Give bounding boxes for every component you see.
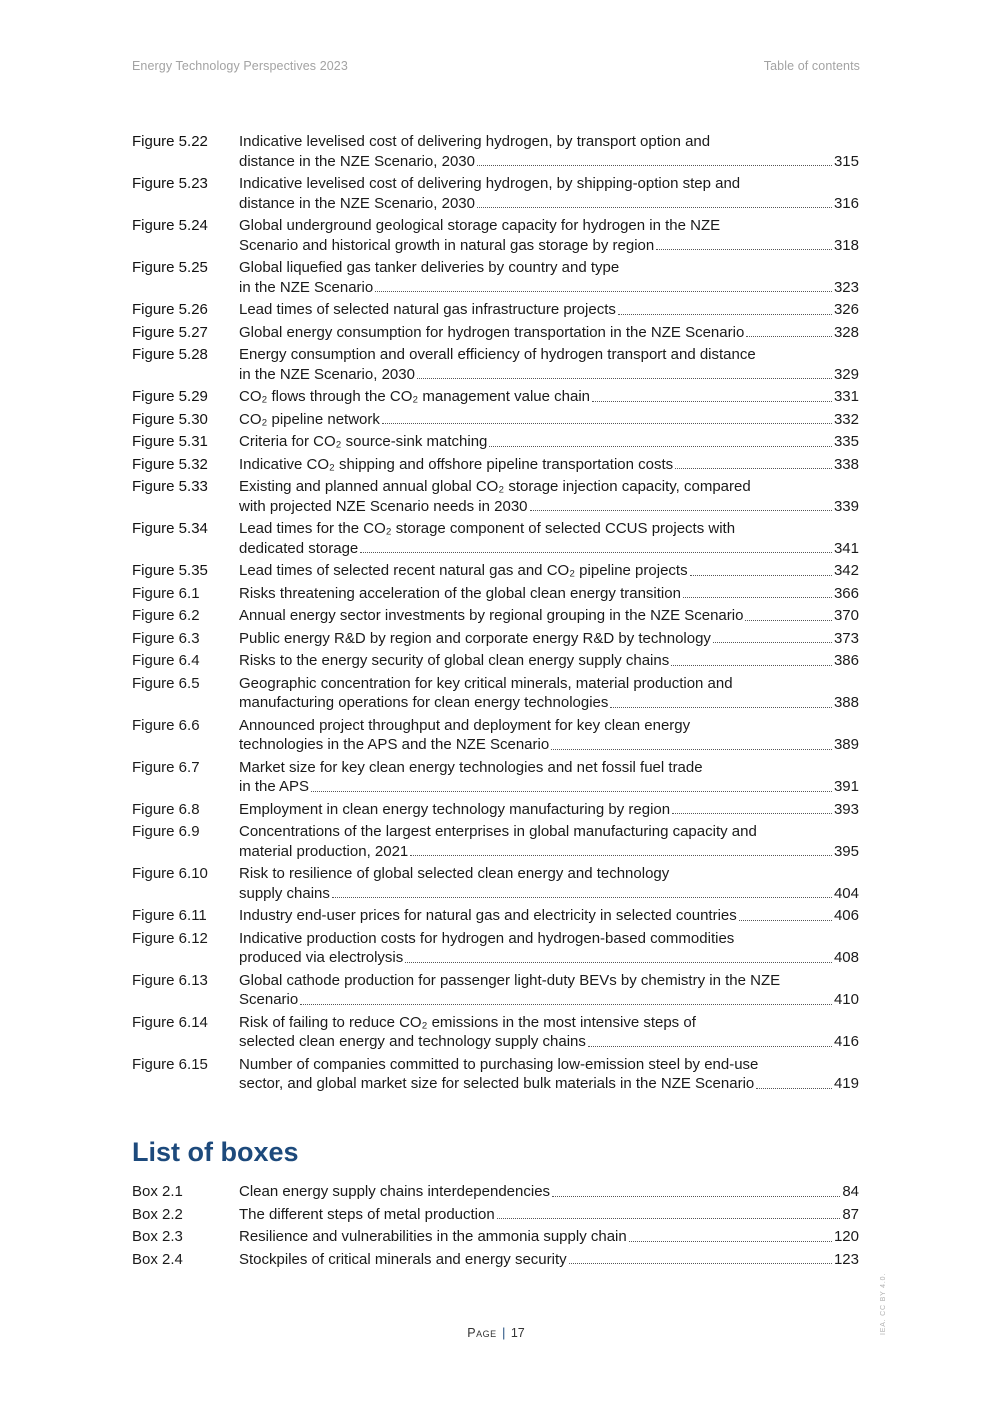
- entry-title-line: Clean energy supply chains interdependencies: [239, 1183, 551, 1200]
- entry-label: Figure 6.5: [132, 674, 200, 692]
- page-ref[interactable]: 338: [833, 455, 859, 473]
- entry-title-line: Stockpiles of critical minerals and energy security: [239, 1250, 567, 1268]
- entry-title: [239, 1013, 859, 1052]
- entry-title-line: Indicative production costs for hydrogen and hydrogen-based commodities: [239, 929, 735, 947]
- entry-title: [239, 1227, 859, 1247]
- entry-title-line: Lead times of selected natural gas infrastructure projects: [239, 301, 616, 318]
- toc-entry[interactable]: [132, 519, 859, 558]
- entry-label: Figure 5.27: [132, 323, 208, 341]
- page-ref[interactable]: 389: [833, 736, 859, 753]
- entry-title-line: manufacturing operations for clean energy technologies: [239, 694, 609, 711]
- entry-title: [239, 300, 859, 320]
- entry-label: Figure 6.1: [132, 584, 200, 602]
- entry-title-line: Market size for key clean energy technologies and net fossil fuel trade: [239, 758, 703, 776]
- running-header-title: Energy Technology Perspectives 2023: [132, 59, 348, 73]
- entry-label: Box 2.2: [132, 1205, 183, 1223]
- toc-entry[interactable]: [132, 1182, 859, 1202]
- toc-entry[interactable]: [132, 216, 859, 255]
- toc-entry[interactable]: [132, 345, 859, 384]
- entry-label: Figure 6.11: [132, 907, 207, 924]
- toc-entry[interactable]: [132, 132, 859, 171]
- dot-leader: [756, 1088, 832, 1089]
- entry-label: Figure 6.12: [132, 929, 208, 947]
- toc-entry[interactable]: [132, 387, 859, 407]
- entry-title-line: Energy consumption and overall efficiency of hydrogen transport and distance: [239, 346, 756, 363]
- entry-title: [239, 1182, 859, 1202]
- entry-label: Figure 5.29: [132, 388, 208, 405]
- entry-title-line: Criteria for CO₂ source-sink matching: [239, 433, 488, 450]
- entry-title-line: dedicated storage: [239, 539, 359, 557]
- entry-title-line: Public energy R&D by region and corporate energy R&D by technology: [239, 629, 711, 647]
- toc-entry[interactable]: [132, 629, 859, 649]
- entry-label: Figure 5.32: [132, 455, 208, 473]
- page-ref[interactable]: 419: [833, 1075, 859, 1092]
- page-number: 17: [510, 1326, 525, 1340]
- entry-title: [239, 1055, 859, 1094]
- entry-title-line: material production, 2021: [239, 842, 409, 860]
- entry-title: [239, 864, 859, 903]
- page-word: Page: [467, 1326, 497, 1340]
- dot-leader: [417, 378, 832, 379]
- toc-entry[interactable]: [132, 1227, 859, 1247]
- page-ref[interactable]: 404: [833, 884, 859, 902]
- page-ref[interactable]: 328: [833, 323, 859, 341]
- dot-leader: [683, 597, 832, 598]
- entry-title-line: Global cathode production for passenger light-duty BEVs by chemistry in the NZE: [239, 971, 781, 989]
- toc-entry[interactable]: [132, 929, 859, 968]
- dot-leader: [360, 552, 832, 553]
- toc-entry[interactable]: [132, 758, 859, 797]
- entry-title-line: Employment in clean energy technology manufacturing by region: [239, 800, 671, 818]
- dot-leader: [739, 920, 832, 921]
- entry-label: Figure 5.34: [132, 520, 208, 537]
- dot-leader: [618, 314, 832, 315]
- entry-title-line: selected clean energy and technology supply chains: [239, 1033, 586, 1050]
- entry-label: Figure 6.8: [132, 800, 200, 818]
- page-ref[interactable]: 331: [833, 388, 859, 405]
- page-ref[interactable]: 120: [833, 1228, 859, 1245]
- entry-title: [239, 387, 859, 407]
- page-ref[interactable]: 373: [833, 629, 859, 647]
- entry-title-line: Global liquefied gas tanker deliveries by country and type: [239, 259, 620, 276]
- page-ref[interactable]: 416: [833, 1033, 859, 1050]
- page-ref[interactable]: 388: [833, 694, 859, 711]
- entry-title-line: Industry end-user prices for natural gas and electricity in selected countries: [239, 907, 737, 924]
- entry-label: Figure 6.13: [132, 971, 208, 989]
- dot-leader: [672, 813, 832, 814]
- entry-title-line: Concentrations of the largest enterprises in global manufacturing capacity and: [239, 823, 757, 840]
- dot-leader: [569, 1263, 832, 1264]
- dot-leader: [300, 1004, 832, 1005]
- entry-title-line: with projected NZE Scenario needs in 2030: [239, 497, 528, 515]
- license-note: IEA. CC BY 4.0.: [880, 1272, 887, 1335]
- entry-title: [239, 629, 859, 649]
- toc-entry[interactable]: [132, 971, 859, 1010]
- dot-leader: [497, 1218, 841, 1219]
- dot-leader: [671, 665, 832, 666]
- entry-title-line: Existing and planned annual global CO₂ storage injection capacity, compared: [239, 478, 751, 495]
- entry-title-line: Geographic concentration for key critical minerals, material production and: [239, 674, 733, 692]
- entry-title: [239, 758, 859, 797]
- page-ref[interactable]: 123: [833, 1250, 859, 1268]
- dot-leader: [375, 291, 832, 292]
- entry-title: [239, 606, 859, 626]
- page-ref[interactable]: 393: [833, 800, 859, 818]
- page-ref[interactable]: 87: [842, 1205, 859, 1223]
- toc-entry[interactable]: [132, 584, 859, 604]
- page-ref[interactable]: 323: [833, 278, 859, 296]
- entry-title-line: in the NZE Scenario: [239, 278, 374, 296]
- page-ref[interactable]: 318: [833, 236, 859, 254]
- page-ref[interactable]: 332: [833, 410, 859, 428]
- entry-title-line: Lead times for the CO₂ storage component of selected CCUS projects with: [239, 520, 736, 537]
- page-ref[interactable]: 315: [833, 152, 859, 170]
- entry-title-line: CO₂ pipeline network: [239, 410, 380, 428]
- dot-leader: [675, 468, 832, 469]
- entry-title: [239, 971, 859, 1010]
- entry-title-line: sector, and global market size for selected bulk materials in the NZE Scenario: [239, 1075, 755, 1092]
- entry-title: [239, 455, 859, 475]
- entry-label: Figure 6.4: [132, 652, 200, 669]
- page-ref[interactable]: 408: [833, 949, 859, 966]
- toc-entry[interactable]: [132, 906, 859, 926]
- page-ref[interactable]: 386: [833, 652, 859, 669]
- dot-leader: [745, 620, 832, 621]
- list-of-boxes-heading: List of boxes: [132, 1137, 299, 1167]
- page-ref[interactable]: 366: [833, 584, 859, 602]
- toc-entry[interactable]: [132, 300, 859, 320]
- page-ref[interactable]: 316: [833, 194, 859, 212]
- dot-leader: [477, 165, 832, 166]
- entry-title: [239, 822, 859, 861]
- entry-title-line: Number of companies committed to purchasing low-emission steel by end-use: [239, 1055, 759, 1073]
- entry-label: Figure 5.24: [132, 217, 208, 234]
- entry-label: Figure 5.35: [132, 562, 208, 579]
- entry-label: Figure 6.15: [132, 1055, 208, 1073]
- entry-title-line: Risks threatening acceleration of the global clean energy transition: [239, 584, 681, 602]
- page-separator: |: [502, 1326, 506, 1340]
- toc-entry[interactable]: [132, 258, 859, 297]
- dot-leader: [592, 401, 832, 402]
- entry-title: [239, 584, 859, 604]
- dot-leader: [405, 962, 832, 963]
- entry-title-line: Announced project throughput and deployment for key clean energy: [239, 716, 691, 734]
- entry-title: [239, 800, 859, 820]
- entry-title: [239, 258, 859, 297]
- page-ref[interactable]: 84: [842, 1183, 859, 1200]
- entry-label: Figure 5.33: [132, 478, 208, 495]
- entry-title-line: Annual energy sector investments by regional grouping in the NZE Scenario: [239, 607, 744, 624]
- entry-title: [239, 1250, 859, 1270]
- entry-title-line: Resilience and vulnerabilities in the ammonia supply chain: [239, 1228, 627, 1245]
- entry-label: Figure 5.23: [132, 175, 208, 192]
- dot-leader: [610, 707, 832, 708]
- dot-leader: [552, 1196, 840, 1197]
- dot-leader: [629, 1241, 832, 1242]
- entry-title-line: supply chains: [239, 884, 330, 902]
- entry-label: Figure 6.10: [132, 865, 208, 882]
- entry-title-line: in the APS: [239, 778, 310, 795]
- dot-leader: [588, 1046, 832, 1047]
- entry-label: Figure 6.3: [132, 629, 200, 647]
- entry-title: [239, 216, 859, 255]
- toc-entry[interactable]: [132, 455, 859, 475]
- entry-label: Figure 5.22: [132, 133, 208, 150]
- toc-entry[interactable]: [132, 174, 859, 213]
- entry-title: [239, 716, 859, 755]
- entry-title-line: produced via electrolysis: [239, 949, 404, 966]
- toc-entry[interactable]: [132, 674, 859, 713]
- page-ref[interactable]: 410: [833, 991, 859, 1008]
- entry-title: [239, 432, 859, 452]
- toc-entry[interactable]: [132, 800, 859, 820]
- dot-leader: [530, 510, 832, 511]
- list-of-figures: [132, 132, 859, 1097]
- entry-label: Box 2.3: [132, 1228, 183, 1245]
- toc-entry[interactable]: [132, 1013, 859, 1052]
- page-ref[interactable]: 329: [833, 365, 859, 383]
- toc-entry[interactable]: [132, 651, 859, 671]
- toc-entry[interactable]: [132, 477, 859, 516]
- toc-entry[interactable]: [132, 432, 859, 452]
- dot-leader: [489, 446, 832, 447]
- entry-title: [239, 345, 859, 384]
- entry-label: Figure 6.6: [132, 716, 200, 734]
- toc-entry[interactable]: [132, 323, 859, 343]
- entry-label: Figure 5.31: [132, 433, 208, 450]
- dot-leader: [746, 336, 832, 337]
- page-ref[interactable]: 406: [833, 907, 859, 924]
- entry-label: Figure 6.14: [132, 1013, 208, 1031]
- dot-leader: [410, 855, 832, 856]
- entry-title-line: distance in the NZE Scenario, 2030: [239, 194, 475, 212]
- list-of-boxes: [132, 1182, 859, 1272]
- entry-label: Figure 6.7: [132, 758, 200, 776]
- entry-title-line: distance in the NZE Scenario, 2030: [239, 152, 475, 170]
- entry-label: Figure 6.2: [132, 607, 200, 624]
- entry-label: Figure 5.28: [132, 346, 208, 363]
- dot-leader: [311, 791, 832, 792]
- toc-entry[interactable]: [132, 1250, 859, 1270]
- entry-title: [239, 132, 859, 171]
- entry-label: Box 2.1: [132, 1183, 183, 1200]
- toc-entry[interactable]: [132, 716, 859, 755]
- entry-label: Box 2.4: [132, 1250, 183, 1268]
- dot-leader: [551, 749, 832, 750]
- entry-title-line: Global underground geological storage capacity for hydrogen in the NZE: [239, 217, 721, 234]
- entry-label: Figure 6.9: [132, 823, 200, 840]
- entry-label: Figure 5.26: [132, 301, 208, 318]
- entry-label: Figure 5.25: [132, 259, 208, 276]
- running-header-section: Table of contents: [763, 59, 860, 73]
- page-ref[interactable]: 391: [833, 778, 859, 795]
- page-ref[interactable]: 395: [833, 842, 859, 860]
- entry-title-line: in the NZE Scenario, 2030: [239, 365, 415, 383]
- entry-title: [239, 1205, 859, 1225]
- toc-entry[interactable]: [132, 822, 859, 861]
- toc-entry[interactable]: [132, 606, 859, 626]
- toc-entry[interactable]: [132, 1205, 859, 1225]
- entry-title-line: Global energy consumption for hydrogen transportation in the NZE Scenario: [239, 323, 745, 341]
- entry-title-line: technologies in the APS and the NZE Scenario: [239, 736, 550, 753]
- entry-title-line: Lead times of selected recent natural gas and CO₂ pipeline projects: [239, 562, 688, 579]
- page-ref[interactable]: 335: [833, 433, 859, 450]
- page-ref[interactable]: 370: [833, 607, 859, 624]
- entry-title: [239, 174, 859, 213]
- entry-title-line: Indicative CO₂ shipping and offshore pipeline transportation costs: [239, 455, 674, 473]
- entry-title-line: Scenario: [239, 991, 299, 1008]
- entry-title-line: The different steps of metal production: [239, 1205, 495, 1223]
- dot-leader: [690, 575, 832, 576]
- entry-title-line: Risks to the energy security of global clean energy supply chains: [239, 652, 670, 669]
- dot-leader: [477, 207, 832, 208]
- page-ref[interactable]: 339: [833, 497, 859, 515]
- page-ref[interactable]: 342: [833, 562, 859, 579]
- toc-entry[interactable]: [132, 864, 859, 903]
- dot-leader: [382, 423, 832, 424]
- page-ref[interactable]: 326: [833, 301, 859, 318]
- entry-title-line: Indicative levelised cost of delivering hydrogen, by shipping-option step and: [239, 175, 741, 192]
- entry-title: [239, 929, 859, 968]
- entry-title-line: Scenario and historical growth in natural gas storage by region: [239, 236, 655, 254]
- entry-title-line: Indicative levelised cost of delivering hydrogen, by transport option and: [239, 133, 711, 150]
- entry-title: [239, 477, 859, 516]
- entry-title: [239, 674, 859, 713]
- entry-title: [239, 410, 859, 430]
- entry-title-line: Risk to resilience of global selected clean energy and technology: [239, 865, 670, 882]
- dot-leader: [656, 249, 832, 250]
- page-ref[interactable]: 341: [833, 539, 859, 557]
- toc-entry[interactable]: [132, 561, 859, 581]
- entry-title: [239, 323, 859, 343]
- entry-title: [239, 561, 859, 581]
- dot-leader: [332, 897, 832, 898]
- entry-title: [239, 651, 859, 671]
- entry-label: Figure 5.30: [132, 410, 208, 428]
- dot-leader: [713, 642, 832, 643]
- entry-title: [239, 519, 859, 558]
- entry-title-line: CO₂ flows through the CO₂ management value chain: [239, 388, 590, 405]
- page-footer: [0, 1326, 992, 1340]
- toc-entry[interactable]: [132, 1055, 859, 1094]
- entry-title: [239, 906, 859, 926]
- entry-title-line: Risk of failing to reduce CO₂ emissions in the most intensive steps of: [239, 1013, 696, 1031]
- toc-entry[interactable]: [132, 410, 859, 430]
